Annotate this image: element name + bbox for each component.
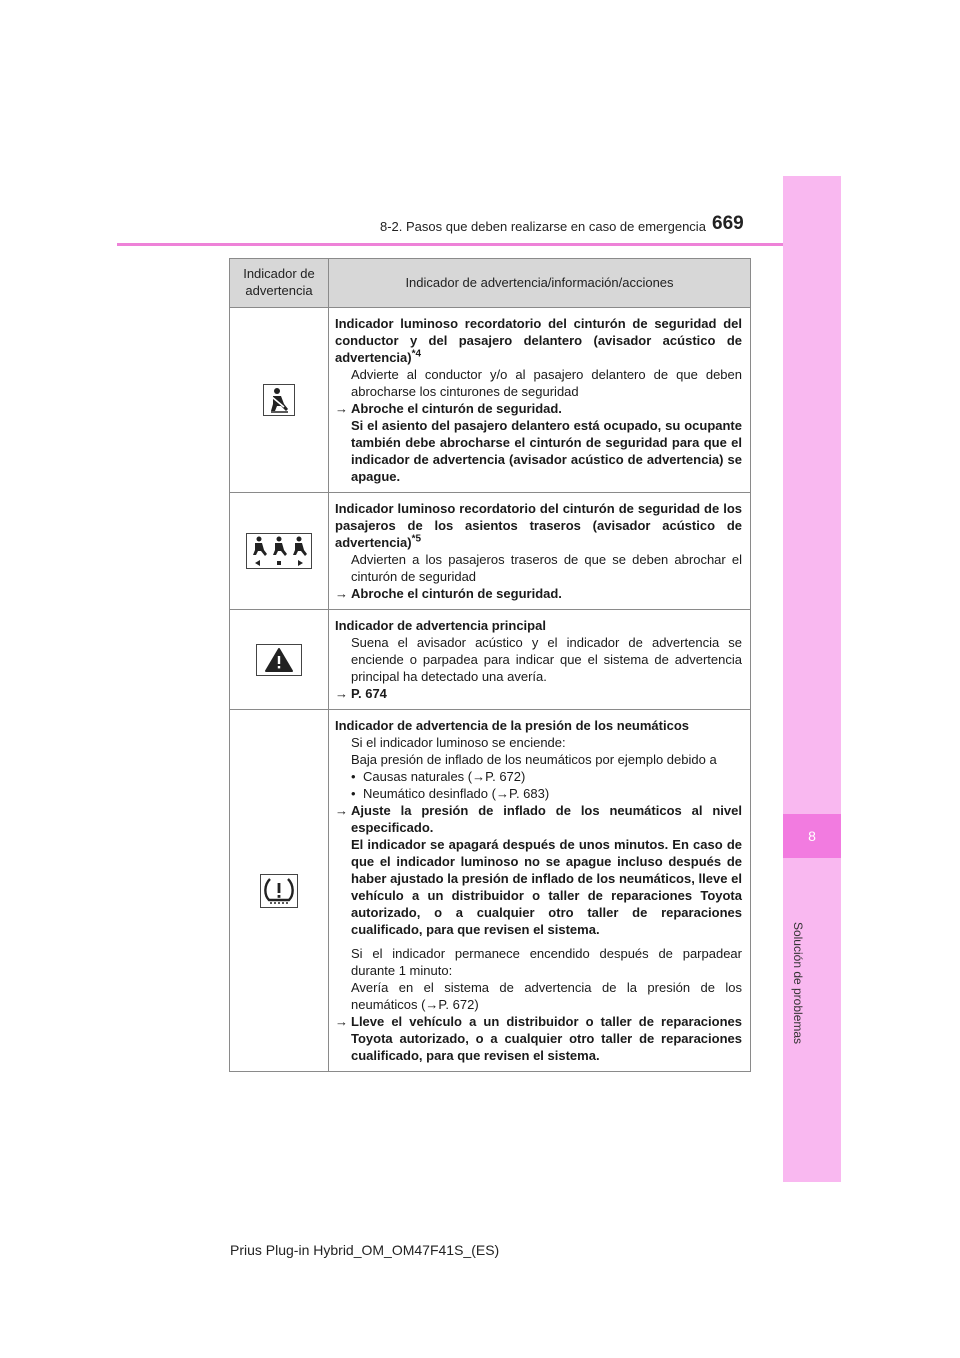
warning-indicator-table	[229, 258, 751, 1072]
row-text: Si el indicador luminoso se enciende:	[351, 735, 566, 750]
row-action: Lleve el vehículo a un distribuidor o taller de reparaciones Toyota autorizado, o a cualquier otro taller de reparaciones cualificado, para que revisen el sistema.	[351, 1014, 742, 1063]
row-title: Indicador luminoso recordatorio del cinturón de seguridad del conductor y del pasajero delantero (avisador acústico de advertencia)	[335, 316, 742, 365]
bullet-glyph: •	[351, 786, 356, 801]
arrow-glyph: →	[335, 586, 348, 601]
row-action: Abroche el cinturón de seguridad.	[351, 586, 562, 601]
footer-text: Prius Plug-in Hybrid_OM_OM47F41S_(ES)	[230, 1242, 500, 1258]
bullet-glyph: •	[351, 769, 356, 784]
rear-seatbelt-icon	[246, 533, 312, 569]
row-description: Suena el avisador acústico y el indicador de advertencia se enciende o parpadea para indicar que el sistema de advertencia principal ha detectado una avería.	[351, 635, 742, 684]
row-text: Si el indicador permanece encendido después de parpadear durante 1 minuto:	[351, 946, 742, 978]
row-action: P. 674	[351, 686, 387, 701]
row-description: Advierte al conductor y/o al pasajero delantero de que deben abrocharse los cinturones de seguridad	[351, 367, 742, 399]
row-title: Indicador de advertencia principal	[335, 618, 546, 633]
footnote-marker: *5	[411, 533, 422, 545]
section-title: 8-2. Pasos que deben realizarse en caso de emergencia	[380, 219, 706, 234]
row-text: Baja presión de inflado de los neumáticos por ejemplo debido a	[351, 752, 717, 767]
master-warning-icon	[256, 644, 302, 676]
table-row	[230, 308, 751, 493]
arrow-glyph: →	[335, 803, 348, 818]
arrow-glyph: →	[335, 401, 348, 416]
arrow-glyph: →	[335, 686, 348, 701]
table-row	[230, 710, 751, 1072]
row-action-note: Si el asiento del pasajero delantero está ocupado, su ocupante también debe abrocharse el cinturón de seguridad para que el indicador de advertencia (avisador acústico de advertencia) se apague.	[351, 418, 742, 484]
row-action-note: El indicador se apagará después de unos minutos. En caso de que el indicador luminoso no se apague incluso después de haber ajustado la presión de inflado de los neumáticos, lleve el vehículo a un distribuidor o taller de reparaciones Toyota autorizado, o a cualquier otro taller de reparaciones cualificado, para que revisen el sistema.	[351, 837, 742, 937]
bullet-item: Causas naturales (→P. 672)	[363, 769, 526, 784]
footnote-marker: *4	[411, 348, 422, 360]
arrow-glyph: →	[335, 1014, 348, 1029]
row-description: Advierten a los pasajeros traseros de que se deben abrochar el cinturón de seguridad	[351, 552, 742, 584]
table-row	[230, 610, 751, 710]
column-header-indicator: Indicador de advertencia	[230, 259, 329, 308]
chapter-number: 8	[783, 814, 841, 858]
header-divider	[117, 243, 786, 246]
bullet-item: Neumático desinflado (→P. 683)	[363, 786, 550, 801]
page-number: 669	[712, 213, 744, 234]
seatbelt-icon	[263, 384, 295, 416]
row-title: Indicador luminoso recordatorio del cinturón de seguridad de los pasajeros de los asientos traseros (avisador acústico de advertencia)	[335, 501, 742, 550]
row-action: Abroche el cinturón de seguridad.	[351, 401, 562, 416]
row-title: Indicador de advertencia de la presión de los neumáticos	[335, 718, 689, 733]
tire-pressure-icon	[260, 874, 298, 908]
row-action: Ajuste la presión de inflado de los neumáticos al nivel especificado.	[351, 803, 742, 835]
row-text: Avería en el sistema de advertencia de la presión de los neumáticos (→P. 672)	[351, 980, 742, 1012]
column-header-actions: Indicador de advertencia/información/acciones	[329, 259, 751, 308]
table-row	[230, 493, 751, 610]
